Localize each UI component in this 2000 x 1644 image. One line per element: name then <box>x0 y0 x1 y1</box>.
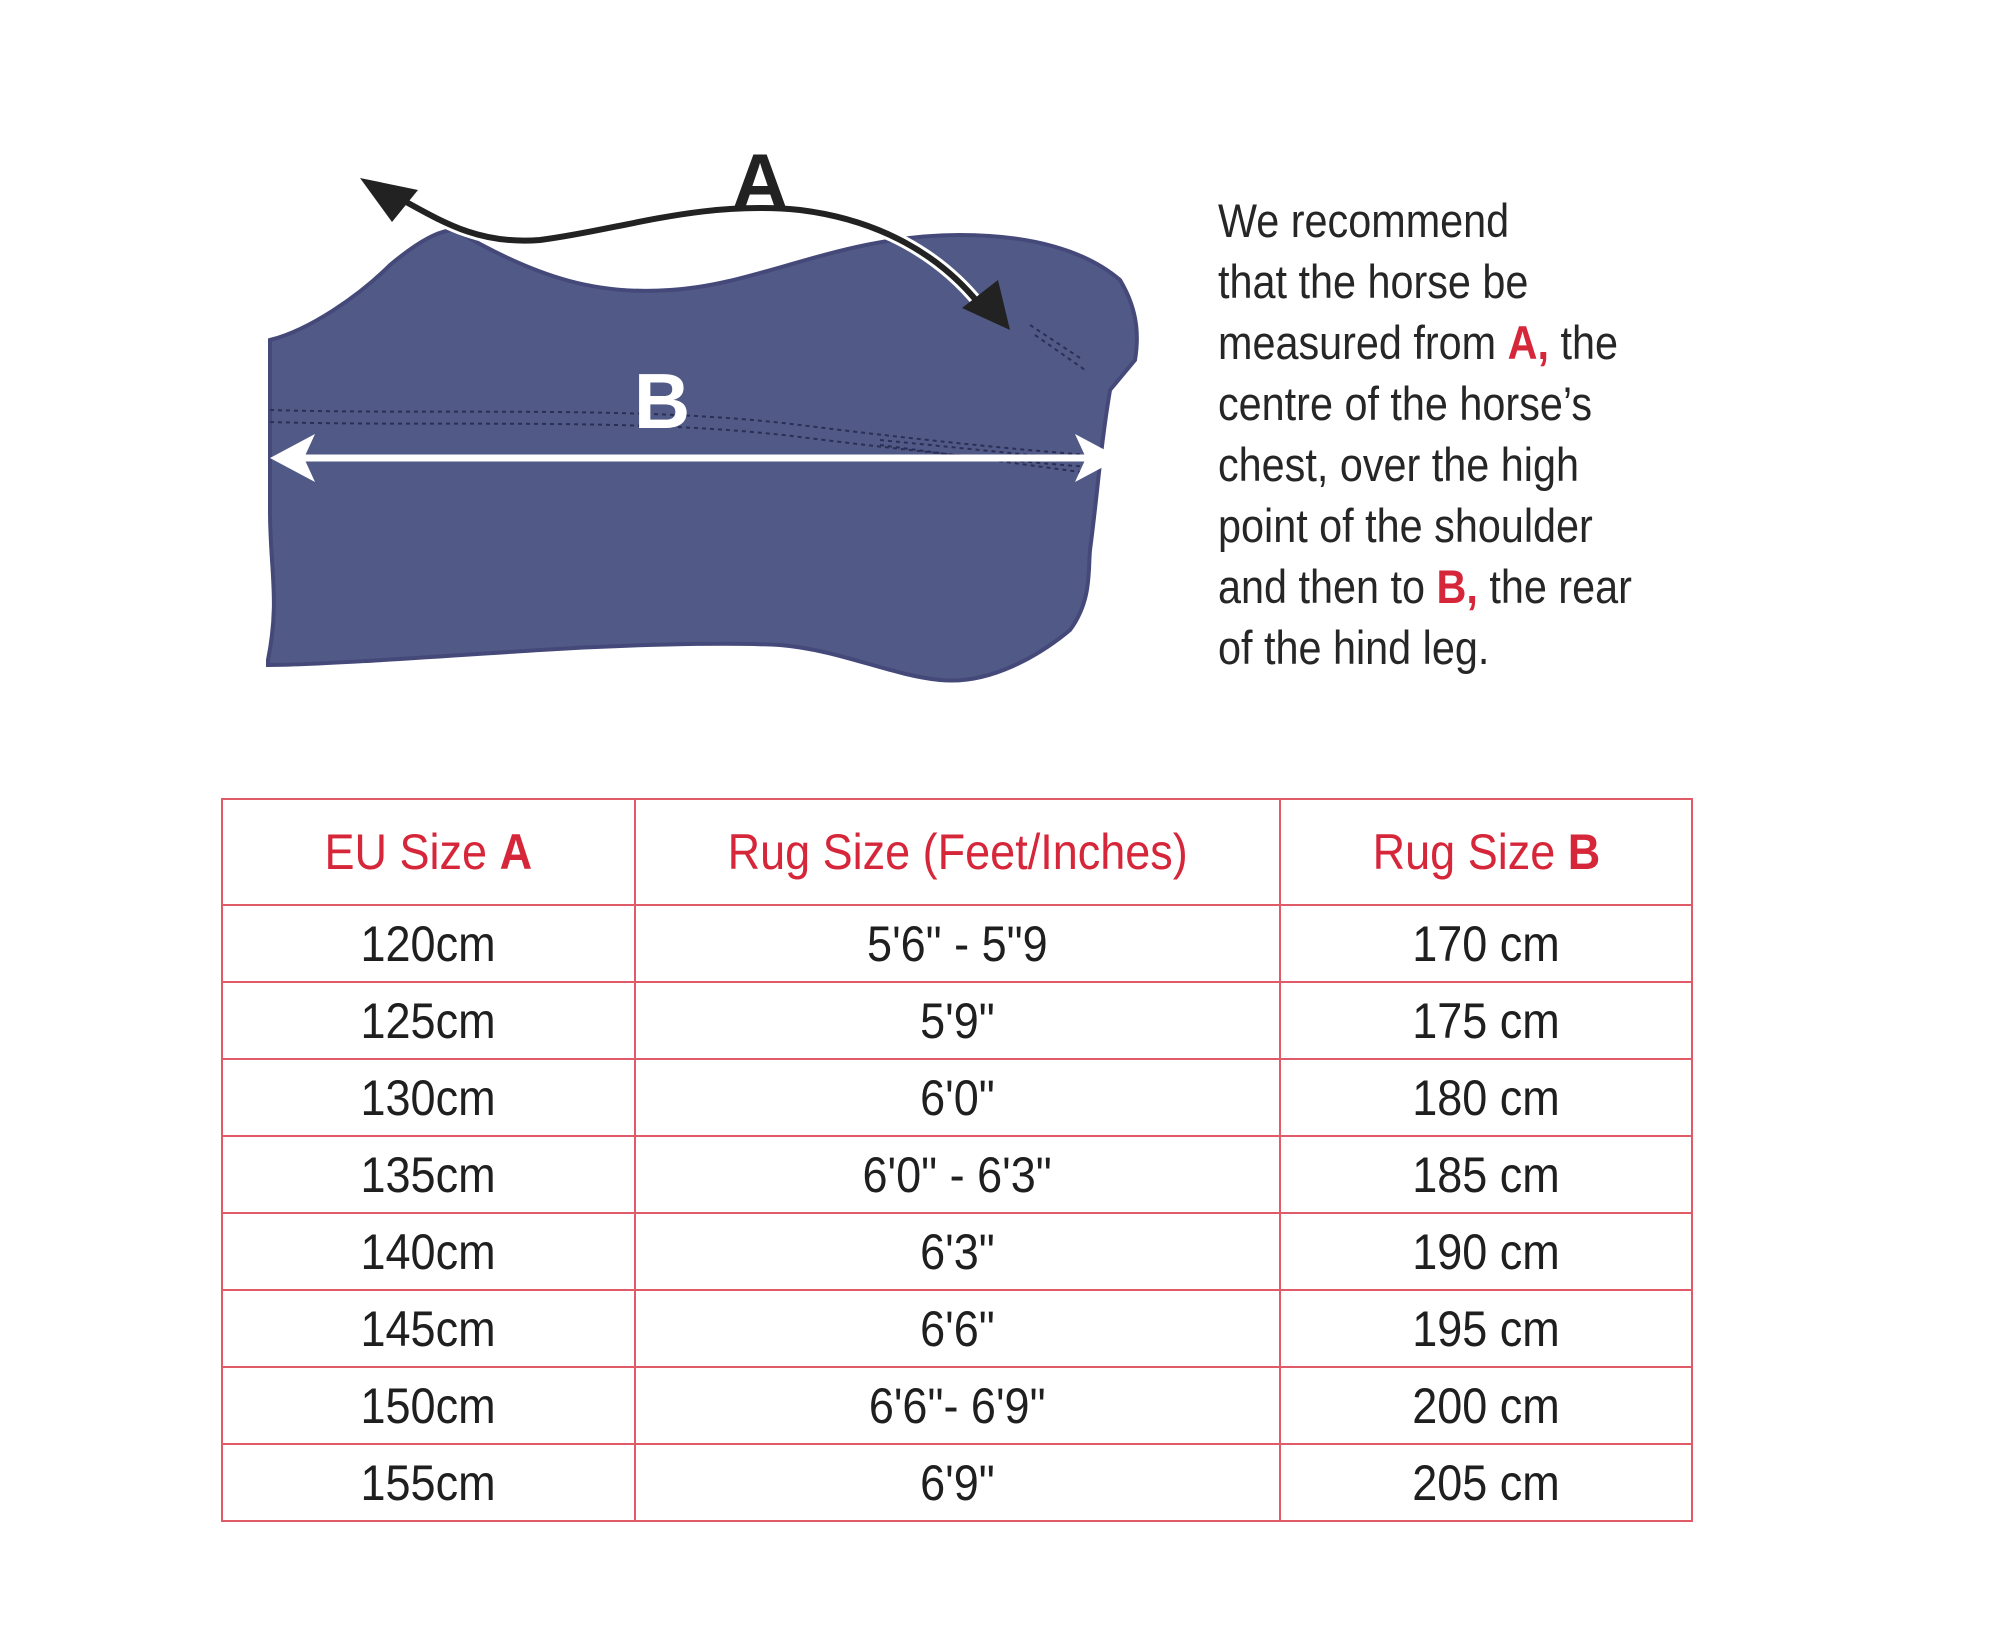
feet-size-cell <box>635 1136 1280 1213</box>
table-row <box>222 905 1692 982</box>
header-text: Rug Size (Feet/Inches) <box>727 824 1188 880</box>
instruction-accent-a: A, <box>1507 316 1549 369</box>
instruction-text: the <box>1548 316 1618 369</box>
rug-diagram <box>240 130 1160 750</box>
cell-value: 140cm <box>360 1223 496 1280</box>
eu-size-cell <box>222 905 635 982</box>
instruction-line: that the horse be <box>1218 255 1529 308</box>
table-row <box>222 1367 1692 1444</box>
cell-value: 175 cm <box>1412 992 1560 1049</box>
instruction-line: of the hind leg. <box>1218 621 1490 674</box>
rug-size-cell <box>1280 1136 1692 1213</box>
instruction-line: point of the shoulder <box>1218 499 1593 552</box>
cell-value: 125cm <box>360 992 496 1049</box>
instruction-text: measured from <box>1218 316 1508 369</box>
table-row <box>222 1213 1692 1290</box>
cell-value: 6'6"- 6'9" <box>869 1377 1046 1434</box>
rug-size-cell <box>1280 1213 1692 1290</box>
eu-size-cell <box>222 1059 635 1136</box>
instruction-text: the rear <box>1477 560 1632 613</box>
cell-value: 135cm <box>360 1146 496 1203</box>
cell-value: 145cm <box>360 1300 496 1357</box>
table-row <box>222 1290 1692 1367</box>
feet-size-cell <box>635 1290 1280 1367</box>
table-row <box>222 1444 1692 1521</box>
cell-value: 150cm <box>360 1377 496 1434</box>
cell-value: 130cm <box>360 1069 496 1126</box>
header-text: EU Size <box>324 824 500 880</box>
label-a: A <box>731 137 789 225</box>
cell-value: 120cm <box>360 915 496 972</box>
cell-value: 180 cm <box>1412 1069 1560 1126</box>
instruction-line <box>1218 556 1676 617</box>
cell-value: 190 cm <box>1412 1223 1560 1280</box>
rug-size-cell <box>1280 1059 1692 1136</box>
instruction-line: centre of the horse’s <box>1218 377 1592 430</box>
feet-size-cell <box>635 982 1280 1059</box>
table-row <box>222 1136 1692 1213</box>
instruction-accent-b: B, <box>1436 560 1478 613</box>
cell-value: 6'0" <box>920 1069 995 1126</box>
instruction-line <box>1218 312 1676 373</box>
instruction-text: and then to <box>1218 560 1437 613</box>
cell-value: 5'6" - 5"9 <box>867 915 1048 972</box>
feet-size-cell <box>635 1444 1280 1521</box>
eu-size-cell <box>222 982 635 1059</box>
cell-value: 205 cm <box>1412 1454 1560 1511</box>
cell-value: 6'6" <box>920 1300 995 1357</box>
rug-size-cell <box>1280 1290 1692 1367</box>
cell-value: 5'9" <box>920 992 995 1049</box>
cell-value: 6'9" <box>920 1454 995 1511</box>
eu-size-cell <box>222 1367 635 1444</box>
feet-size-cell <box>635 1213 1280 1290</box>
cell-value: 155cm <box>360 1454 496 1511</box>
rug-illustration <box>240 130 1160 750</box>
header-accent: B <box>1567 824 1600 880</box>
header-accent: A <box>499 824 533 880</box>
header-eu-size <box>222 799 635 905</box>
size-chart-table <box>221 798 1693 1522</box>
instruction-line: chest, over the high <box>1218 438 1579 491</box>
eu-size-cell <box>222 1290 635 1367</box>
eu-size-cell <box>222 1136 635 1213</box>
header-rug-size-feet <box>635 799 1280 905</box>
rug-size-cell <box>1280 1444 1692 1521</box>
feet-size-cell <box>635 1059 1280 1136</box>
cell-value: 195 cm <box>1412 1300 1560 1357</box>
table-row <box>222 982 1692 1059</box>
cell-value: 6'3" <box>920 1223 995 1280</box>
feet-size-cell <box>635 905 1280 982</box>
header-rug-size-b <box>1280 799 1692 905</box>
header-text: Rug Size <box>1372 824 1568 880</box>
measuring-instructions <box>1218 190 1676 678</box>
rug-size-cell <box>1280 905 1692 982</box>
eu-size-cell <box>222 1444 635 1521</box>
eu-size-cell <box>222 1213 635 1290</box>
cell-value: 200 cm <box>1412 1377 1560 1434</box>
label-b: B <box>633 357 691 445</box>
feet-size-cell <box>635 1367 1280 1444</box>
measure-a-head-start <box>360 178 418 222</box>
rug-size-cell <box>1280 1367 1692 1444</box>
cell-value: 185 cm <box>1412 1146 1560 1203</box>
instruction-line: We recommend <box>1218 194 1510 247</box>
cell-value: 170 cm <box>1412 915 1560 972</box>
cell-value: 6'0" - 6'3" <box>862 1146 1053 1203</box>
table-row <box>222 1059 1692 1136</box>
table-header-row <box>222 799 1692 905</box>
rug-size-cell <box>1280 982 1692 1059</box>
